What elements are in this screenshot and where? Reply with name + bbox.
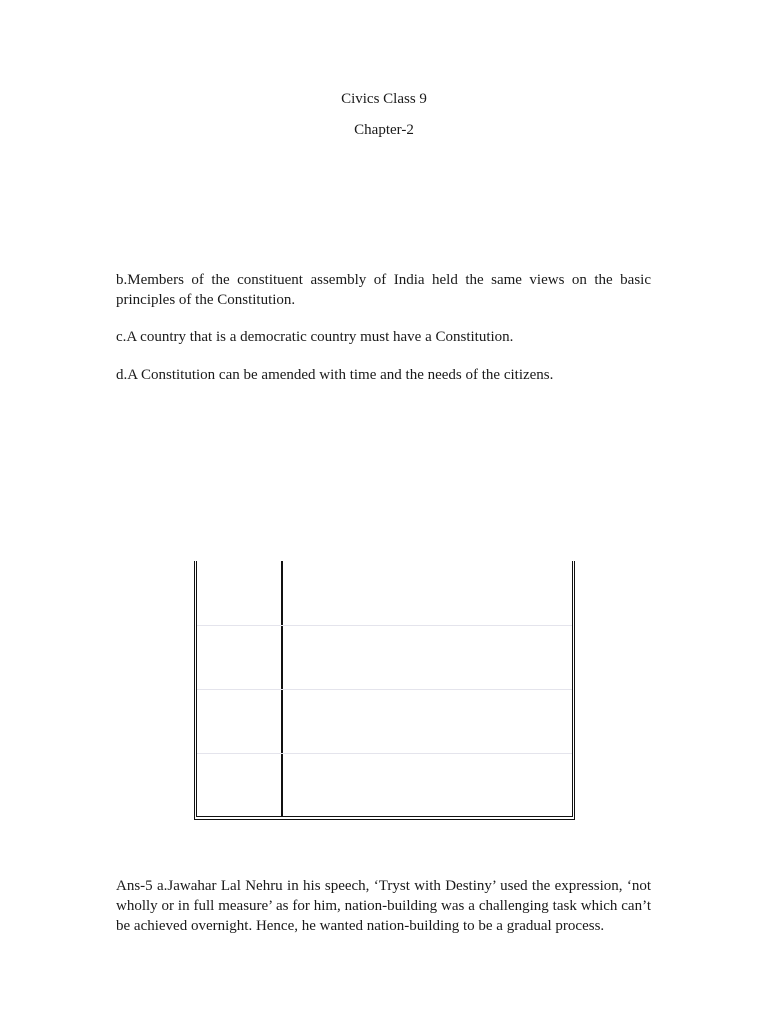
document-title: Civics Class 9: [341, 91, 427, 107]
statement-d: d.A Constitution can be amended with time and the needs of the citizens.: [116, 367, 554, 383]
table-row-separator: [197, 625, 572, 626]
chapter-heading: Chapter-2: [354, 122, 414, 138]
answer-5-paragraph: Ans-5 a.Jawahar Lal Nehru in his speech, ‘Tryst with Destiny’ used the expression, ‘not wholly or in full measure’ as for him, nation-building was a challenging task which can’t be achieved overnight. Hence, he wanted nation-building to be a gradual process.: [116, 878, 651, 934]
statement-c: c.A country that is a democratic country must have a Constitution.: [116, 329, 514, 345]
empty-table: [194, 561, 575, 820]
table-inner-border: [196, 561, 573, 817]
statement-b: b.Members of the constituent assembly of India held the same views on the basic principles of the Constitution.: [116, 272, 651, 308]
table-row-separator: [197, 689, 572, 690]
table-row-separator: [197, 753, 572, 754]
